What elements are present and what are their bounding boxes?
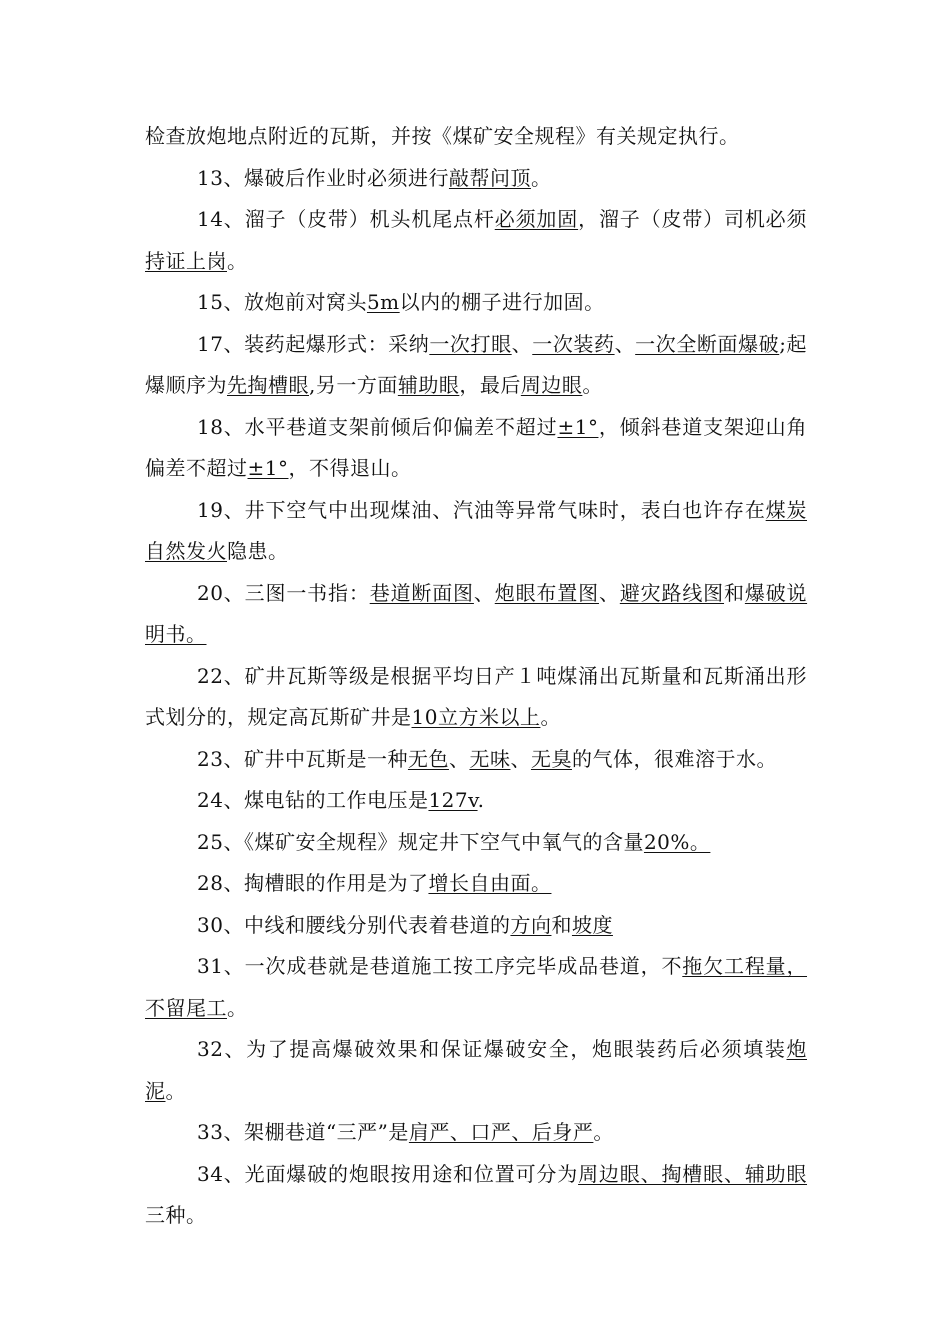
paragraph (145, 116, 807, 158)
paragraph-text: 。 (593, 1120, 614, 1144)
paragraph-text: 。 (227, 248, 248, 273)
paragraph-text: ，不得退山。 (288, 456, 412, 480)
underlined-answer: 5m (366, 290, 400, 314)
paragraph-text: 24、煤电钻的工作电压是 (197, 788, 429, 812)
paragraph-text: 。 (530, 165, 552, 190)
paragraph (145, 1112, 807, 1154)
paragraph-text: 以内的棚子进行加固。 (399, 290, 605, 314)
paragraph-text: 25、《煤矿安全规程》规定井下空气中氧气的含量 (197, 829, 644, 854)
underlined-answer: 周边眼、掏槽眼、辅助眼 (578, 1161, 808, 1186)
paragraph (145, 905, 807, 947)
paragraph-text: 、 (598, 580, 620, 605)
underlined-answer: 肩严、口严、后身严 (408, 1120, 594, 1144)
underlined-answer: 无味 (469, 746, 511, 771)
underlined-answer: 20%。 (643, 829, 711, 854)
paragraph-text: ，最后 (459, 373, 521, 397)
paragraph-text: ，溜子（皮带）司机必须 (578, 207, 808, 231)
paragraph-text: 隐患。 (227, 539, 289, 563)
underlined-answer: 无臭 (530, 746, 572, 771)
paragraph-text: 22、矿井瓦斯等级是根据平均日产１吨煤涌出瓦斯量和瓦斯涌出形式划分的，规定高瓦斯矿井是 (145, 663, 807, 729)
paragraph (145, 407, 807, 490)
underlined-answer: 127v (428, 788, 478, 812)
paragraph (145, 573, 807, 656)
paragraph-text: 三种。 (145, 1203, 207, 1227)
paragraph (145, 158, 807, 200)
paragraph-text: 的气体，很难溶于水。 (571, 746, 777, 771)
paragraph (145, 1154, 807, 1237)
underlined-answer: ±1° (247, 456, 289, 480)
paragraph-text: 和 (551, 912, 572, 937)
paragraph (145, 822, 807, 864)
paragraph-text: 33、架棚巷道“三严”是 (197, 1120, 409, 1144)
paragraph-text: 、 (510, 746, 531, 771)
underlined-answer: 爆破说明书。 (145, 580, 808, 646)
underlined-answer: 炮泥 (145, 1037, 807, 1103)
paragraph-text: 34、光面爆破的炮眼按用途和位置可分为 (197, 1161, 579, 1186)
paragraph-text: 检查放炮地点附近的瓦斯，并按《煤矿安全规程》有关规定执行。 (145, 124, 740, 148)
underlined-answer: 增长自由面。 (428, 871, 552, 895)
paragraph-text: 15、放炮前对窝头 (197, 290, 367, 314)
underlined-answer: 炮眼布置图 (494, 580, 599, 605)
paragraph (145, 863, 807, 905)
paragraph (145, 739, 807, 781)
underlined-answer: 方向 (510, 912, 552, 937)
paragraph-text: 18、水平巷道支架前倾后仰偏差不超过 (197, 414, 558, 439)
paragraph (145, 324, 807, 407)
underlined-answer: 一次全断面爆破 (635, 331, 780, 356)
paragraph-text: 。 (582, 373, 603, 397)
underlined-answer: 一次打眼 (429, 331, 512, 356)
paragraph-text: 。 (165, 1078, 186, 1103)
paragraph-text: ，倾斜巷道支架迎山角偏差不超过 (145, 414, 808, 480)
underlined-answer: 辅助眼 (397, 373, 460, 397)
paragraph-text: 31、一次成巷就是巷道施工按工序完毕成品巷道，不 (197, 954, 683, 978)
paragraph-text: 30、中线和腰线分别代表着巷道的 (197, 912, 511, 937)
paragraph (145, 1029, 807, 1112)
paragraph-text: 28、掏槽眼的作用是为了 (197, 871, 429, 895)
paragraph-text: 32、为了提高爆破效果和保证爆破安全，炮眼装药后必须填装 (197, 1037, 787, 1061)
paragraph-text: 19、井下空气中出现煤油、汽油等异常气味时，表白也许存在 (197, 497, 766, 522)
paragraph-text: 。 (540, 705, 561, 729)
paragraph-text: 、 (473, 580, 495, 605)
underlined-answer: 一次装药 (532, 331, 615, 356)
paragraph-text: 14、溜子（皮带）机头机尾点杆 (197, 207, 495, 231)
underlined-answer: 先掏槽眼 (227, 373, 309, 397)
paragraph-text: . (477, 788, 485, 812)
paragraph-text: ,另一方面 (309, 373, 398, 397)
paragraph (145, 282, 807, 324)
paragraph-text: 20、三图一书指： (197, 580, 370, 605)
paragraph-text: 、 (511, 331, 533, 356)
paragraph-text: ;起爆顺序为 (145, 331, 808, 397)
underlined-answer: 坡度 (571, 912, 613, 937)
paragraph (145, 656, 807, 739)
paragraph (145, 490, 807, 573)
paragraph (145, 780, 807, 822)
paragraph-text: 。 (227, 995, 248, 1020)
underlined-answer: ±1° (557, 414, 599, 439)
paragraph (145, 199, 807, 282)
underlined-answer: 10立方米以上 (411, 705, 541, 729)
paragraph-text: 23、矿井中瓦斯是一种 (197, 746, 408, 771)
paragraph (145, 946, 807, 1029)
underlined-answer: 煤炭自然发火 (145, 497, 807, 563)
underlined-answer: 避灾路线图 (619, 580, 725, 605)
document-body (145, 116, 807, 1237)
underlined-answer: 拖欠工程量，不留尾工 (145, 954, 808, 1020)
paragraph-text: 17、装药起爆形式：采纳 (197, 331, 430, 356)
underlined-answer: 必须加固 (494, 207, 579, 231)
paragraph-text: 、 (614, 331, 636, 356)
paragraph-text: 、 (448, 746, 470, 771)
underlined-answer: 巷道断面图 (369, 580, 474, 605)
underlined-answer: 无色 (407, 746, 449, 771)
underlined-answer: 敲帮问顶 (448, 165, 531, 190)
underlined-answer: 持证上岗 (145, 248, 227, 273)
underlined-answer: 周边眼 (520, 373, 583, 397)
paragraph-text: 和 (724, 580, 745, 605)
paragraph-text: 13、爆破后作业时必须进行 (197, 165, 449, 190)
